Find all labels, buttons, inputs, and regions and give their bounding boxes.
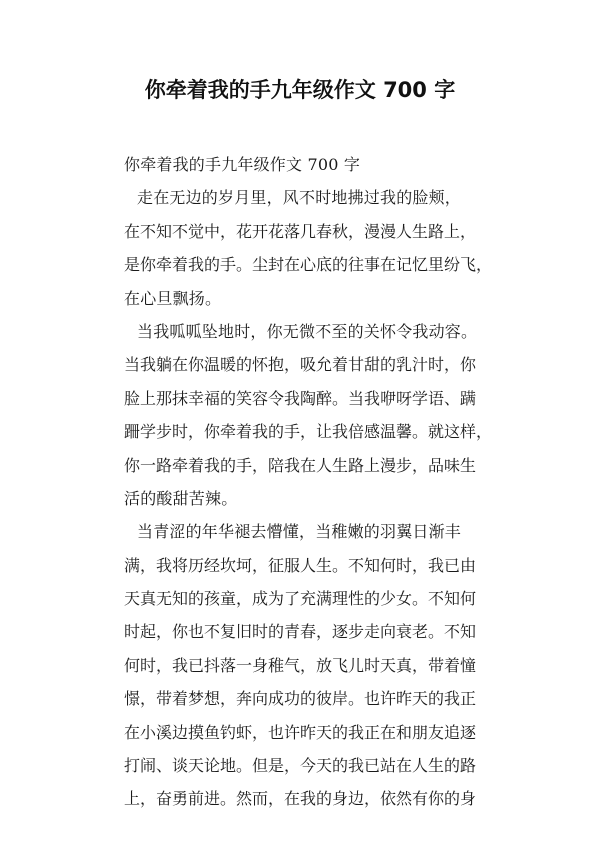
body-line: 跚学步时，你牵着我的手，让我倍感温馨。就这样，	[124, 422, 493, 442]
body-line: 当我躺在你温暖的怀抱，吸允着甘甜的乳汁时，你	[124, 355, 477, 375]
body-line: 何时，我已抖落一身稚气，放飞儿时天真，带着憧	[124, 655, 477, 675]
body-line: 当青涩的年华褪去懵懂，当稚嫩的羽翼日渐丰	[137, 522, 462, 542]
body-line: 活的酸甜苦辣。	[124, 488, 238, 508]
document-body	[124, 148, 496, 816]
body-line: 是你牵着我的手。尘封在心底的往事在记忆里纷飞，	[124, 255, 493, 275]
body-line: 打闹、谈天论地。但是，今天的我已站在人生的路	[124, 756, 477, 776]
body-line: 时起，你也不复旧时的青春，逐步走向衰老。不知	[124, 622, 477, 642]
body-line: 在心旦飘扬。	[124, 288, 222, 308]
body-line: 满，我将历经坎坷，征服人生。不知何时，我已由	[124, 555, 477, 575]
subtitle-line: 你牵着我的手九年级作文 700 字	[124, 155, 361, 174]
body-line: 在不知不觉中，花开花落几春秋，漫漫人生路上，	[124, 221, 477, 241]
document-title: 你牵着我的手九年级作文 700 字	[144, 78, 456, 102]
body-line: 上，奋勇前进。然而，在我的身边，依然有你的身	[124, 789, 477, 809]
body-line: 当我呱呱坠地时，你无微不至的关怀令我动容。	[137, 321, 478, 341]
body-line: 天真无知的孩童，成为了充满理性的少女。不知何	[124, 589, 477, 609]
body-line: 你一路牵着我的手，陪我在人生路上漫步，品味生	[124, 455, 477, 475]
body-line: 脸上那抹幸福的笑容令我陶醉。当我咿呀学语、蹒	[124, 388, 477, 408]
body-line: 憬，带着梦想，奔向成功的彼岸。也许昨天的我正	[124, 689, 477, 709]
body-line: 在小溪边摸鱼钓虾，也许昨天的我正在和朋友追逐	[124, 722, 477, 742]
body-line: 走在无边的岁月里，风不时地拂过我的脸颊，	[137, 188, 462, 208]
